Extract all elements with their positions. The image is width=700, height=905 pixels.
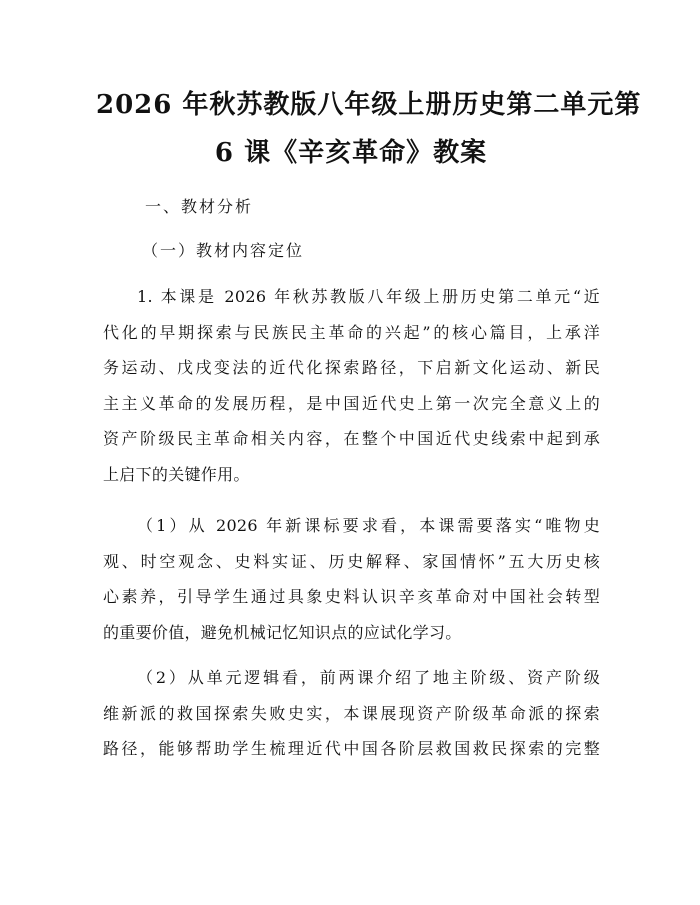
paragraph-line: 资产阶级民主革命相关内容，在整个中国近代史线索中起到承 xyxy=(103,429,600,449)
paragraph-line: 上启下的关键作用。 xyxy=(103,464,250,484)
paragraph-line: 心素养，引导学生通过具象史料认识辛亥革命对中国社会转型 xyxy=(103,587,600,607)
paragraph-line: 的重要价值，避免机械记忆知识点的应试化学习。 xyxy=(103,622,462,642)
document-title-line-1: 2026 年秋苏教版八年级上册历史第二单元第 xyxy=(96,90,642,120)
paragraph-line: 代化的早期探索与民族民主革命的兴起”的核心篇目，上承洋 xyxy=(103,322,600,342)
document-title-line-2: 6 课《辛亥革命》教案 xyxy=(214,138,488,168)
section-heading: 一、教材分析 xyxy=(145,197,254,216)
subsection-heading: （一）教材内容定位 xyxy=(142,241,305,260)
paragraph-line: 维新派的救国探索失败史实，本课展现资产阶级革命派的探索 xyxy=(103,703,600,723)
paragraph-2 xyxy=(103,516,600,642)
paragraph-1 xyxy=(103,287,600,484)
paragraph-line: （2）从单元逻辑看，前两课介绍了地主阶级、资产阶级 xyxy=(137,668,600,687)
paragraph-line: 主主义革命的发展历程，是中国近代史上第一次完全意义上的 xyxy=(103,393,600,413)
paragraph-line: 1. 本课是 2026 年秋苏教版八年级上册历史第二单元“近 xyxy=(137,287,600,306)
paragraph-line: （1）从 2026 年新课标要求看，本课需要落实“唯物史 xyxy=(137,516,600,535)
paragraph-line: 观、时空观念、史料实证、历史解释、家国情怀”五大历史核 xyxy=(103,551,600,571)
paragraph-3 xyxy=(103,668,600,758)
paragraph-line: 路径，能够帮助学生梳理近代中国各阶层救国救民探索的完整 xyxy=(103,739,600,759)
paragraph-line: 务运动、戊戌变法的近代化探索路径，下启新文化运动、新民 xyxy=(103,358,600,378)
